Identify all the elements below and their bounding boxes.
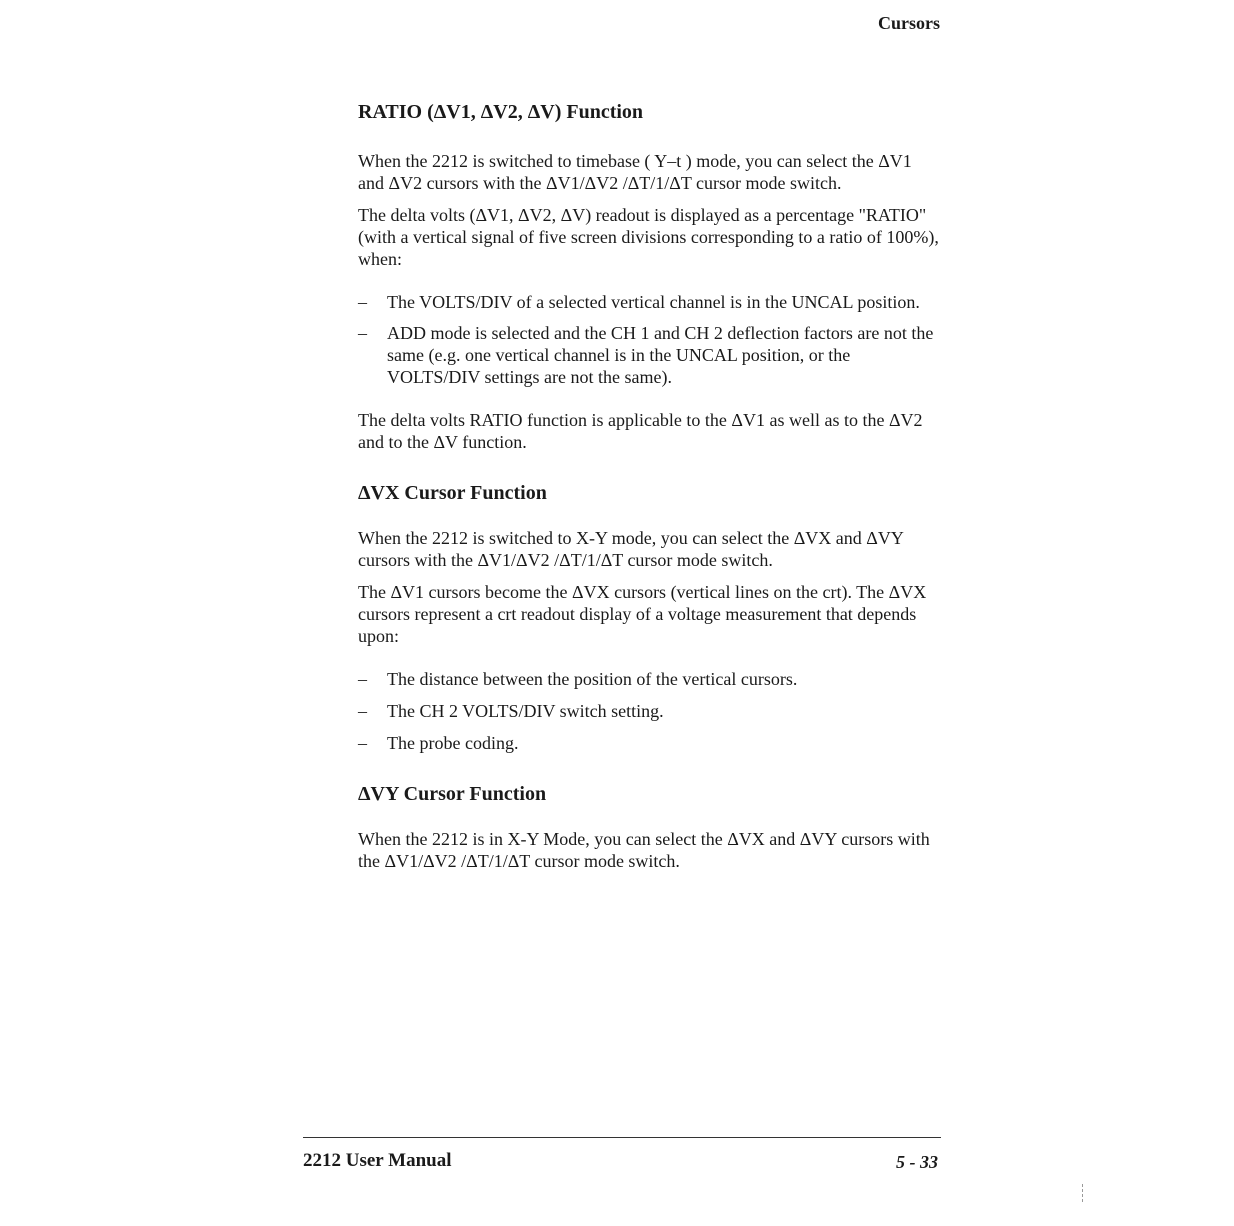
footer-manual-title: 2212 User Manual — [303, 1150, 452, 1171]
paragraph: The delta volts RATIO function is applicable to the ΔV1 as well as to the ΔV2 and to the ΔV function. — [358, 410, 923, 452]
section-heading-dvy: ΔVY Cursor Function — [358, 783, 547, 805]
paragraph: The delta volts (ΔV1, ΔV2, ΔV) readout is displayed as a percentage "RATIO" (with a vertical signal of five screen divisions corresponding to a ratio of 100%), when: — [358, 205, 939, 269]
paragraph: When the 2212 is switched to X-Y mode, you can select the ΔVX and ΔVY cursors with the ΔV1/ΔV2 /ΔT/1/ΔT cursor mode switch. — [358, 528, 904, 570]
list-item: – ADD mode is selected and the CH 1 and CH 2 deflection factors are not the same (e.g. one vertical channel is in the UNCAL position, or the VOLTS/DIV settings are not the same). — [358, 322, 942, 388]
section-heading-dvx: ΔVX Cursor Function — [358, 482, 547, 504]
paragraph: When the 2212 is in X-Y Mode, you can select the ΔVX and ΔVY cursors with the ΔV1/ΔV2 /ΔT/1/ΔT cursor mode switch. — [358, 829, 930, 871]
dash-list — [358, 291, 942, 388]
list-item: – The distance between the position of the vertical cursors. — [358, 668, 942, 690]
list-item: – The VOLTS/DIV of a selected vertical channel is in the UNCAL position. — [358, 291, 942, 313]
paragraph: The ΔV1 cursors become the ΔVX cursors (vertical lines on the crt). The ΔVX cursors represent a crt readout display of a voltage measurement that depends upon: — [358, 582, 927, 646]
list-item: – The probe coding. — [358, 732, 942, 754]
paragraph: When the 2212 is switched to timebase ( Y–t ) mode, you can select the ΔV1 and ΔV2 cursors with the ΔV1/ΔV2 /ΔT/1/ΔT cursor mode switch. — [358, 151, 912, 193]
page-content — [358, 98, 942, 872]
scan-edge-mark — [1082, 1184, 1083, 1202]
dash-list — [358, 668, 942, 754]
section-heading-ratio: RATIO (ΔV1, ΔV2, ΔV) Function — [358, 101, 644, 123]
footer-rule — [303, 1137, 941, 1138]
page-number: 5 - 33 — [896, 1152, 938, 1172]
running-header: Cursors — [878, 13, 940, 33]
list-item: – The CH 2 VOLTS/DIV switch setting. — [358, 700, 942, 722]
